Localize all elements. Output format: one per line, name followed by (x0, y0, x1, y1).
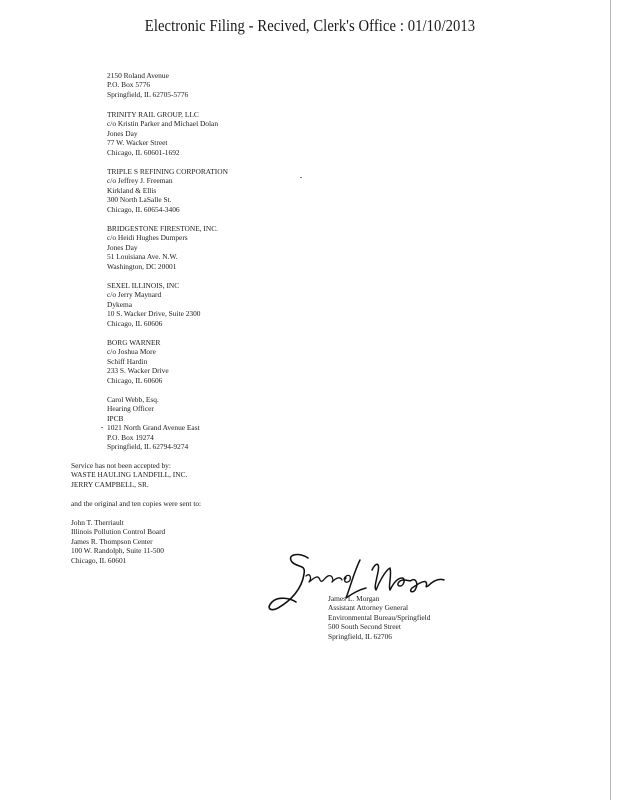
address-block-triple-s (107, 167, 228, 214)
page-header (43, 16, 576, 36)
address-line: SEXEL ILLINOIS, INC (107, 281, 180, 290)
address-line: Illinois Pollution Control Board (71, 527, 166, 537)
address-line: BRIDGESTONE FIRESTONE, INC. (107, 224, 219, 233)
address-line: BORG WARNER (107, 338, 161, 347)
address-line: TRINITY RAIL GROUP, LLC (107, 110, 199, 119)
service-note-line: JERRY CAMPBELL, SR. (71, 479, 149, 489)
scan-speck (300, 177, 302, 178)
address-line: c/o Jerry Maynard (107, 290, 162, 300)
address-line: Chicago, IL 60601 (71, 555, 127, 565)
address-block-sexel (107, 281, 200, 328)
address-block-trinity (107, 110, 218, 157)
attorney-name: James L. Morgan (328, 594, 380, 603)
address-line: c/o Jeffrey J. Freeman (107, 176, 173, 186)
attorney-city: Springfield, IL 62706 (328, 631, 392, 641)
address-line: Springfield, IL 62794-9274 (107, 442, 189, 452)
address-block-borg-warner (107, 338, 169, 385)
address-line: IPCB (107, 413, 124, 423)
address-line: Springfield, IL 62705-5776 (107, 89, 189, 99)
recipient-address-block (71, 518, 165, 565)
address-line: Washington, DC 20001 (107, 261, 177, 271)
attorney-bureau: Environmental Bureau/Springfield (328, 612, 431, 622)
address-line: 1021 North Grand Avenue East (107, 423, 200, 433)
address-line: 2150 Roland Avenue (107, 71, 169, 80)
service-not-accepted-block (71, 461, 187, 489)
address-line: TRIPLE S REFINING CORPORATION (107, 167, 228, 176)
address-line: c/o Joshua More (107, 347, 156, 357)
address-line: 10 S. Wacker Drive, Suite 2300 (107, 309, 201, 319)
original-copies-note: and the original and ten copies were sent to: (71, 499, 202, 508)
address-line: 51 Louisiana Ave. N.W. (107, 252, 178, 262)
service-note-line: Service has not been accepted by: (71, 461, 171, 470)
service-note-line: WASTE HAULING LANDFILL, INC. (71, 470, 188, 480)
address-line: Jones Day (107, 128, 138, 138)
address-block-bridgestone (107, 224, 218, 271)
address-line: c/o Kristin Parker and Michael Dolan (107, 119, 219, 129)
address-block-hearing-officer (107, 395, 200, 451)
attorney-street: 500 South Second Street (328, 622, 401, 632)
address-line: 300 North LaSalle St. (107, 195, 172, 205)
address-line: Chicago, IL 60601-1692 (107, 147, 180, 157)
address-line: 100 W. Randolph, Suite 11-500 (71, 546, 164, 556)
address-line: Chicago, IL 60654-3406 (107, 204, 180, 214)
address-line: c/o Heidi Hughes Dumpers (107, 233, 188, 243)
address-line: Chicago, IL 60606 (107, 318, 163, 328)
attorney-title: Assistant Attorney General (328, 603, 409, 613)
scan-edge-rule (610, 0, 611, 800)
filing-stamp-title: Electronic Filing - Recived, Clerk's Office : 01/10/2013 (144, 16, 476, 35)
attorney-signature-block (328, 594, 430, 641)
address-line: Schiff Hardin (107, 356, 148, 366)
address-block-roland (107, 71, 188, 99)
address-line: Kirkland & Ellis (107, 185, 157, 195)
address-line: John T. Therriault (71, 518, 124, 527)
address-line: P.O. Box 19274 (107, 432, 154, 442)
address-line: Hearing Officer (107, 404, 154, 414)
address-line: Carol Webb, Esq. (107, 395, 159, 404)
address-line: Chicago, IL 60606 (107, 375, 163, 385)
scan-speck (101, 427, 103, 428)
address-line: James R. Thompson Center (71, 536, 153, 546)
address-line: 233 S. Wacker Drive (107, 366, 169, 376)
address-line: P.O. Box 5776 (107, 80, 151, 90)
address-line: Jones Day (107, 242, 138, 252)
address-line: 77 W. Wacker Street (107, 138, 168, 148)
address-line: Dykema (107, 299, 133, 309)
